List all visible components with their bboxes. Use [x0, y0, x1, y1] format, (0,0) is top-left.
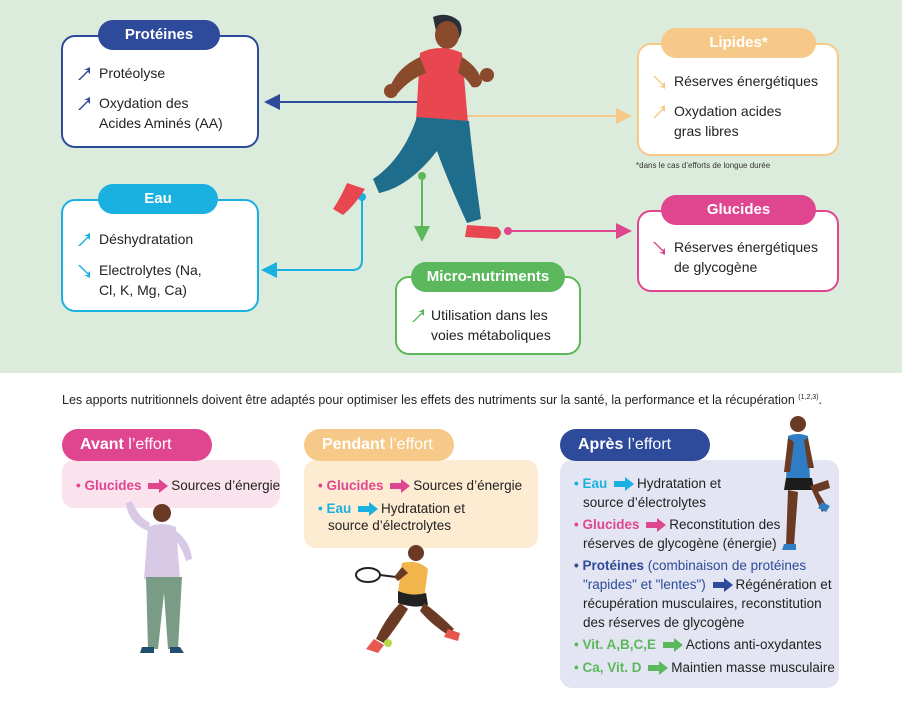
increase-arrow-icon: [76, 96, 92, 112]
lipides-item-3: gras libres: [674, 123, 739, 139]
right-arrow-icon: [713, 578, 733, 592]
apres-tab: Après l’effort: [560, 429, 710, 461]
glucides-item-1: Réserves énergétiques: [674, 239, 818, 255]
micro-item-2: voies métaboliques: [431, 327, 551, 343]
right-arrow-icon: [148, 479, 168, 493]
stretching-woman-illustration: [118, 497, 208, 655]
apres-row-glucides: • Glucides Reconstitution des: [574, 517, 781, 532]
pendant-row-eau-cont: source d’électrolytes: [328, 518, 452, 533]
eau-item-3: Cl, K, Mg, Ca): [99, 282, 187, 298]
stretching-man-illustration: [770, 414, 838, 556]
lipides-title: Lipides*: [661, 28, 816, 58]
apres-row-calcium: • Ca, Vit. D Maintien masse musculaire: [574, 660, 835, 675]
pendant-row-eau: • Eau Hydratation et: [318, 501, 466, 516]
lipides-item-2: Oxydation acides: [674, 103, 782, 119]
apres-row-proteines-cont2: récupération musculaires, reconstitution: [583, 596, 822, 611]
lipides-item-1: Réserves énergétiques: [674, 73, 818, 89]
right-arrow-icon: [358, 502, 378, 516]
right-arrow-icon: [648, 661, 668, 675]
pendant-row-glucides: • Glucides Sources d’énergie: [318, 478, 523, 493]
proteines-title: Protéines: [98, 20, 220, 50]
apres-row-proteines: • Protéines (combinaison de protéines: [574, 558, 807, 573]
increase-arrow-icon: [651, 104, 667, 120]
eau-item-1: Déshydratation: [99, 231, 194, 247]
apres-row-eau-cont: source d’électrolytes: [583, 495, 707, 510]
eau-item-2: Electrolytes (Na,: [99, 262, 202, 278]
decrease-arrow-icon: [76, 263, 92, 279]
increase-arrow-icon: [76, 232, 92, 248]
glucides-title: Glucides: [661, 195, 816, 225]
avant-row-glucides: • Glucides Sources d’énergie: [76, 478, 281, 493]
apres-row-glucides-cont: réserves de glycogène (énergie): [583, 536, 777, 551]
right-arrow-icon: [614, 477, 634, 491]
apres-row-proteines-cont3: des réserves de glycogène: [583, 615, 745, 630]
proteines-item-2: Oxydation des: [99, 95, 189, 111]
runner-illustration: [325, 5, 525, 250]
intro-sentence: Les apports nutritionnels doivent être adaptés pour optimiser les effets des nutriments sur la santé, la performance et la récupération $^{(1,2,3)}$.: [62, 393, 823, 407]
increase-arrow-icon: [410, 308, 426, 324]
micro-title: Micro-nutriments: [411, 262, 565, 292]
apres-row-eau: • Eau Hydratation et: [574, 476, 722, 491]
proteines-item-1: Protéolyse: [99, 65, 166, 81]
apres-row-proteines-cont: "rapides" et "lentes") Régénération et: [583, 577, 832, 592]
avant-tab: Avant l’effort: [62, 429, 212, 461]
decrease-arrow-icon: [651, 74, 667, 90]
glucides-item-2: de glycogène: [674, 259, 758, 275]
right-arrow-icon: [646, 518, 666, 532]
right-arrow-icon: [390, 479, 410, 493]
eau-title: Eau: [98, 184, 218, 214]
increase-arrow-icon: [76, 66, 92, 82]
apres-row-vitamines: • Vit. A,B,C,E Actions anti-oxydantes: [574, 637, 822, 652]
decrease-arrow-icon: [651, 240, 667, 256]
proteines-item-3: Acides Aminés (AA): [99, 115, 223, 131]
right-arrow-icon: [663, 638, 683, 652]
tennis-player-illustration: [352, 545, 472, 655]
lipides-footnote: *dans le cas d’efforts de longue durée: [636, 161, 771, 170]
micro-item-1: Utilisation dans les: [431, 307, 548, 323]
pendant-tab: Pendant l’effort: [304, 429, 454, 461]
